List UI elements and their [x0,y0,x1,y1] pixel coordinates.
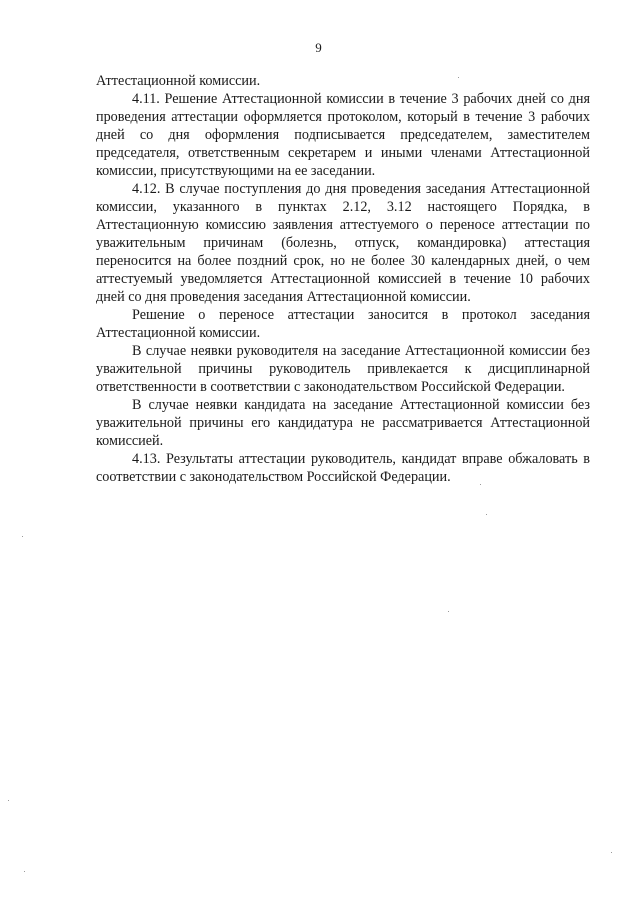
paragraph: Решение о переносе аттестации заносится в протокол заседания Аттестационной комиссии. [96,307,590,341]
paragraph: В случае неявки кандидата на заседание Аттестационной комиссии без уважительной причины его кандидатура не рассматривается Аттестационной комиссией. [96,397,590,449]
scan-speck [486,514,487,515]
document-body [96,72,590,486]
paragraph: 4.12. В случае поступления до дня проведения заседания Аттестационной комиссии, указанного в пунктах 2.12, 3.12 настоящего Порядка, в Аттестационную комиссию заявления аттестуемого о переносе аттестации по уважительным причинам (болезнь, отпуск, командировка) аттестация переносится на более поздний срок, но не более 30 календарных дней, о чем аттестуемый уведомляется Аттестационной комиссией в течение 10 рабочих дней со дня проведения заседания Аттестационной комиссии. [96,181,590,305]
paragraph: 4.11. Решение Аттестационной комиссии в течение 3 рабочих дней со дня проведения аттестации оформляется протоколом, который в течение 3 рабочих дней со дня оформления подписывается председателем, заместителем председателя, ответственным секретарем и иными членами Аттестационной комиссии, присутствующими на ее заседании. [96,91,590,179]
scan-speck [448,611,449,612]
scan-speck [611,852,612,853]
paragraph: Аттестационной комиссии. [96,73,261,89]
scan-speck [8,800,9,801]
scan-speck [22,536,23,537]
scan-speck [458,77,459,78]
paragraph: 4.13. Результаты аттестации руководитель, кандидат вправе обжаловать в соответствии с законодательством Российской Федерации. [96,451,590,485]
scan-speck [480,484,481,485]
scan-speck [24,871,25,872]
page-number: 9 [315,40,322,55]
paragraph: В случае неявки руководителя на заседание Аттестационной комиссии без уважительной причины руководитель привлекается к дисциплинарной ответственности в соответствии с законодательством Российской Федерации. [96,343,590,395]
